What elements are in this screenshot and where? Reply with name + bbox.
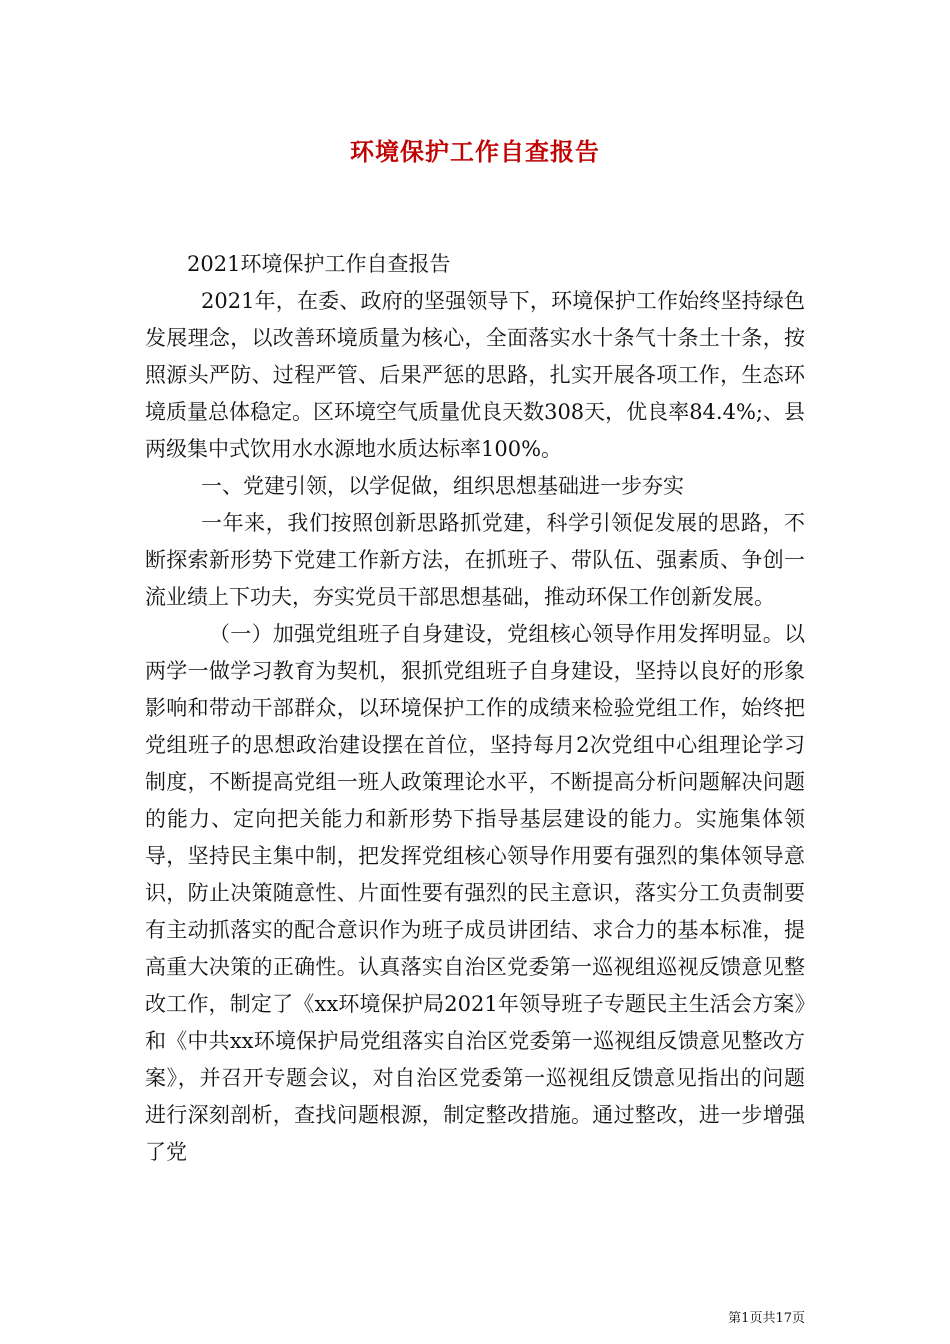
paragraph-section-1: 一年来，我们按照创新思路抓党建，科学引领促发展的思路，不断探索新形势下党建工作新方法，在抓班子、带队伍、强素质、争创一流业绩上下功夫，夯实党员干部思想基础，推动环保工作创新发展。 bbox=[145, 511, 805, 609]
document-subtitle: 2021环境保护工作自查报告 bbox=[187, 252, 451, 276]
document-title: 环境保护工作自查报告 bbox=[350, 137, 600, 166]
paragraph-subsection-1: （一）加强党组班子自身建设，党组核心领导作用发挥明显。以两学一做学习教育为契机，狠抓党组班子自身建设，坚持以良好的形象影响和带动干部群众，以环境保护工作的成绩来检验党组工作，始终把党组班子的思想政治建设摆在首位，坚持每月2次党组中心组理论学习制度，不断提高党组一班人政策理论水平，不断提高分析问题解决问题的能力、定向把关能力和新形势下指导基层建设的能力。实施集体领导，坚持民主集中制，把发挥党组核心领导作用要有强烈的集体领导意识，防止决策随意性、片面性要有强烈的民主意识，落实分工负责制要有主动抓落实的配合意识作为班子成员讲团结、求合力的基本标准，提高重大决策的正确性。认真落实自治区党委第一巡视组巡视反馈意见整改工作，制定了《xx环境保护局2021年领导班子专题民主生活会方案》和《中共xx环境保护局党组落实自治区党委第一巡视组反馈意见整改方案》，并召开专题会议，对自治区党委第一巡视组反馈意见指出的问题进行深刻剖析，查找问题根源，制定整改措施。通过整改，进一步增强了党 bbox=[145, 622, 805, 1164]
document-body bbox=[145, 246, 805, 1171]
paragraph-intro: 2021年，在委、政府的坚强领导下，环境保护工作始终坚持绿色发展理念，以改善环境质量为核心，全面落实水十条气十条土十条，按照源头严防、过程严管、后果严惩的思路，扎实开展各项工作，生态环境质量总体稳定。区环境空气质量优良天数308天，优良率84.4%;、县两级集中式饮用水水源地水质达标率100%。 bbox=[145, 289, 805, 461]
section-heading-1: 一、党建引领，以学促做，组织思想基础进一步夯实 bbox=[201, 474, 684, 498]
page-number: 第1页共17页 bbox=[728, 1311, 805, 1326]
